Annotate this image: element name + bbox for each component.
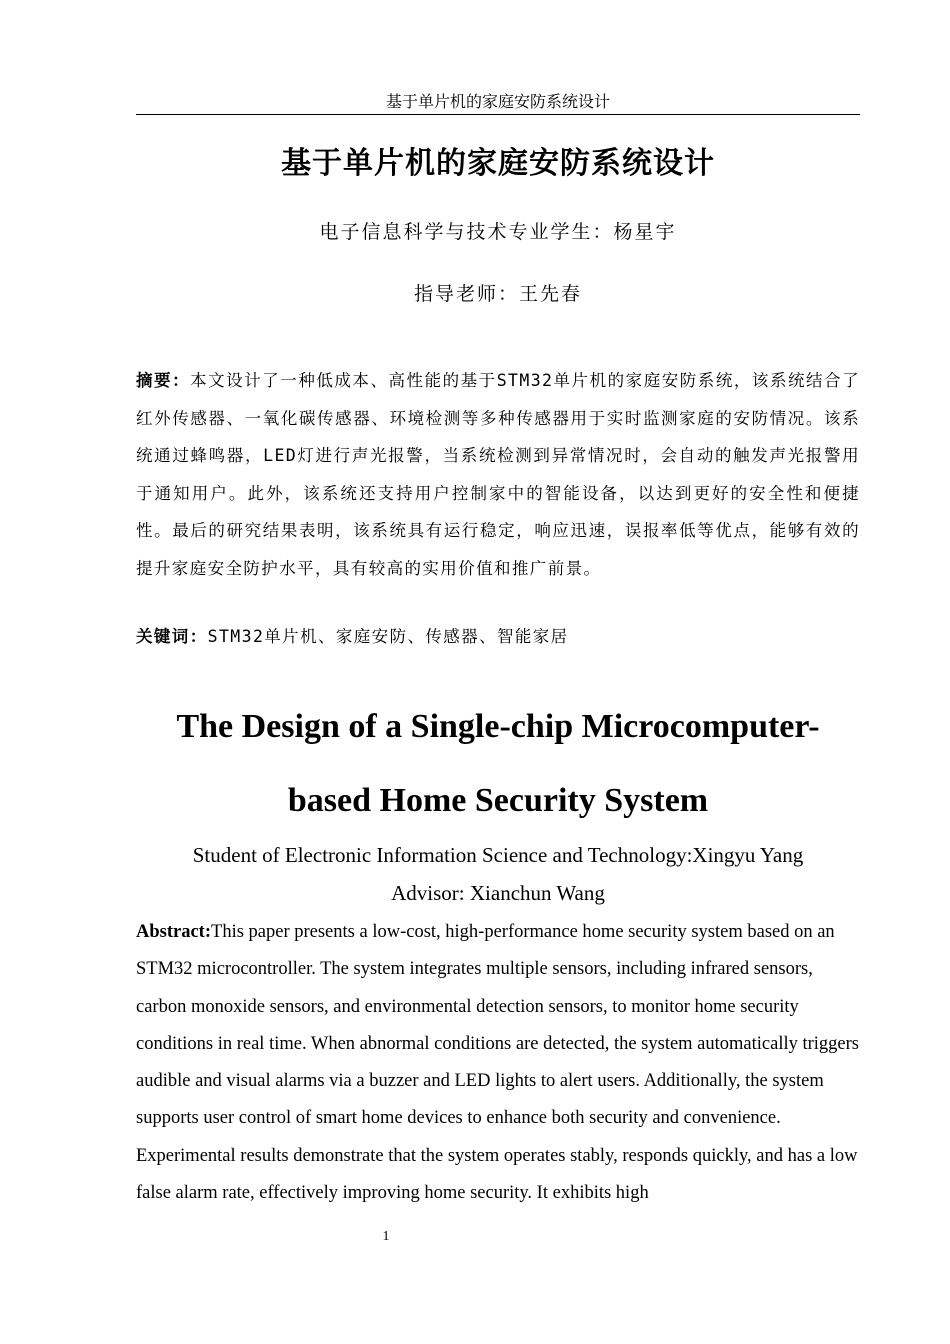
chinese-abstract xyxy=(136,362,860,587)
english-title: The Design of a Single-chip Microcomputer-based Home Security System xyxy=(176,708,820,819)
chinese-title: 基于单片机的家庭安防系统设计 xyxy=(281,146,715,181)
chinese-abstract-label: 摘要： xyxy=(136,371,191,390)
running-header: 基于单片机的家庭安防系统设计 xyxy=(385,92,610,111)
english-abstract xyxy=(136,914,860,1212)
english-student-line: Student of Electronic Information Science and Technology:Xingyu Yang xyxy=(192,843,804,867)
chinese-student-line: 电子信息科学与技术专业学生：杨星宇 xyxy=(319,221,677,243)
page-number: 1 xyxy=(382,1229,390,1244)
english-abstract-text: This paper presents a low-cost, high-performance home security system based on an STM32 microcontroller. The system integrates multiple sensors, including infrared sensors, carbon monoxide sensors, and environmental detection sensors, to monitor home security conditions in real time. When abnormal conditions are detected, the system automatically triggers audible and visual alarms via a buzzer and LED lights to alert users. Additionally, the system supports user control of smart home devices to enhance both security and convenience. Experimental results demonstrate that the system operates stably, responds quickly, and has a low false alarm rate, effectively improving home security. It exhibits high xyxy=(136,922,859,1204)
english-advisor-line: Advisor: Xianchun Wang xyxy=(391,881,605,905)
english-abstract-label: Abstract: xyxy=(136,922,212,942)
chinese-keywords-label: 关键词： xyxy=(136,627,208,646)
chinese-keywords-text: STM32单片机、家庭安防、传感器、智能家居 xyxy=(207,627,569,646)
header-rule xyxy=(136,114,860,115)
chinese-advisor-line: 指导老师：王先春 xyxy=(413,283,582,305)
chinese-keywords xyxy=(136,622,860,652)
chinese-abstract-text: 本文设计了一种低成本、高性能的基于STM32单片机的家庭安防系统，该系统结合了红外传感器、一氧化碳传感器、环境检测等多种传感器用于实时监测家庭的安防情况。该系统通过蜂鸣器，LED灯进行声光报警，当系统检测到异常情况时，会自动的触发声光报警用于通知用户。此外，该系统还支持用户控制家中的智能设备，以达到更好的安全性和便捷性。最后的研究结果表明，该系统具有运行稳定，响应迅速，误报率低等优点，能够有效的提升家庭安全防护水平，具有较高的实用价值和推广前景。 xyxy=(136,371,860,578)
